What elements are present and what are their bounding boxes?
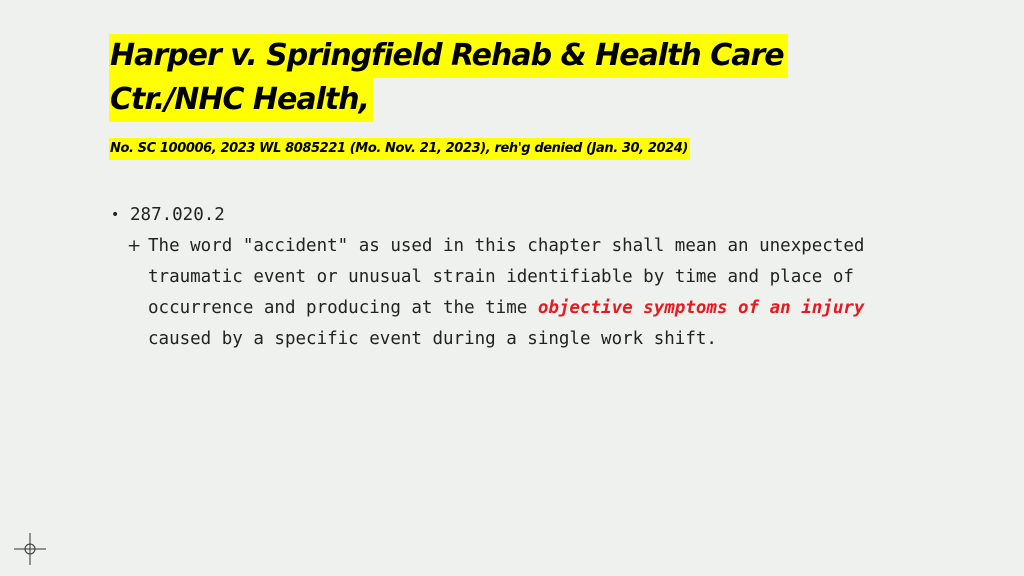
quote-emphasis: objective symptoms of an injury — [537, 298, 865, 318]
case-title-line-1: Harper v. Springfield Rehab & Health Care — [109, 34, 788, 78]
crosshair-icon — [14, 533, 46, 565]
case-citation: No. SC 100006, 2023 WL 8085221 (Mo. Nov. 21, 2023), reh'g denied (Jan. 30, 2024) — [109, 138, 690, 160]
slide-content — [111, 200, 891, 355]
statute-quote — [148, 231, 868, 355]
statute-label: 287.020.2 — [130, 205, 225, 225]
bullet-icon: • — [111, 207, 120, 223]
quote-text-after: caused by a specific event during a single work shift. — [148, 329, 717, 349]
case-title-line-2: Ctr./NHC Health, — [109, 78, 373, 122]
sub-bullet-item — [127, 231, 891, 355]
plus-icon: + — [127, 236, 142, 256]
bullet-item — [111, 200, 891, 231]
quote-text-before: The word "accident" as used in this chapter shall mean an unexpected traumatic event or unusual strain identifiable by time and place of occurrence and producing at the time — [148, 236, 865, 318]
title-block — [109, 34, 909, 160]
